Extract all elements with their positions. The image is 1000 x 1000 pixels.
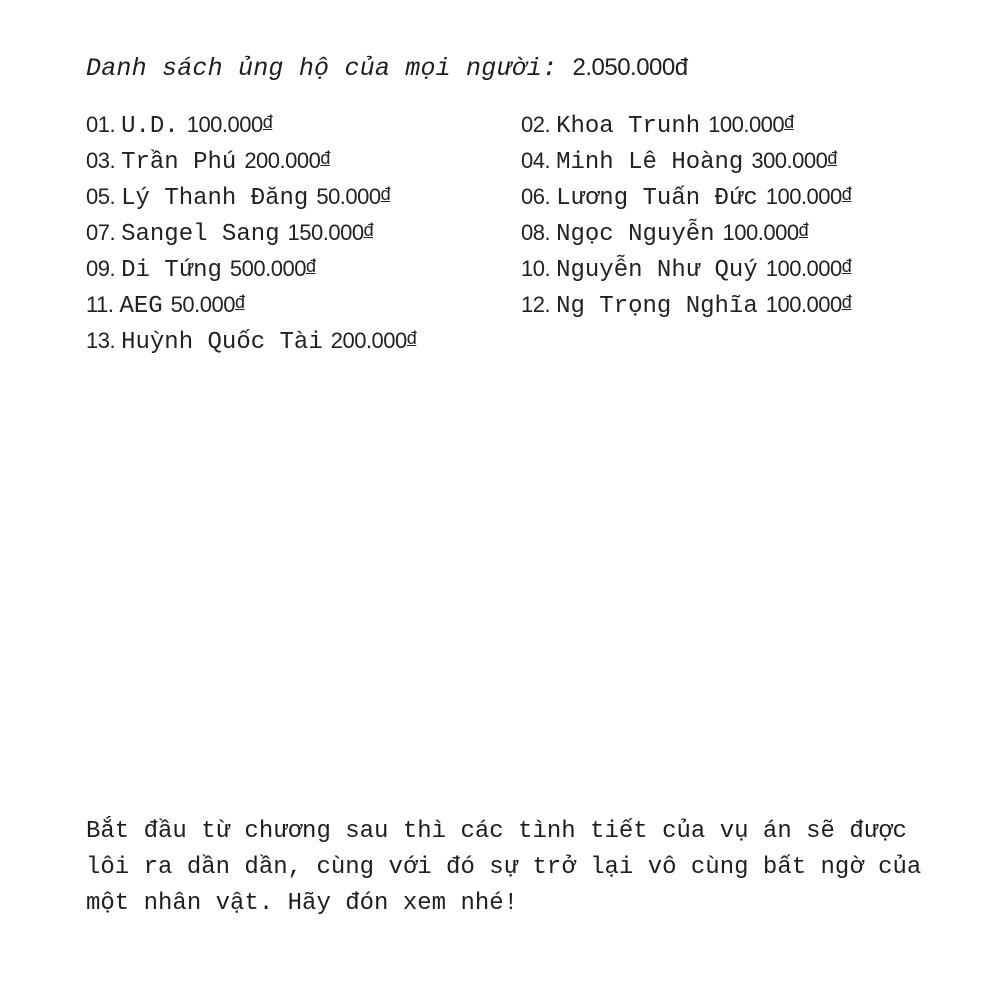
donor-row [86, 248, 416, 284]
amount-value: 500.000 [229, 256, 306, 281]
footer-line: một nhân vật. Hãy đón xem nhé! [86, 890, 519, 917]
donor-row [521, 284, 851, 320]
currency-symbol: đ [234, 292, 245, 312]
amount-value: 100.000 [186, 112, 263, 137]
donor-name: Nguyễn Như Quý [556, 257, 758, 284]
donor-amount [708, 112, 794, 137]
amount-value: 300.000 [751, 148, 828, 173]
amount-value: 100.000 [765, 184, 842, 209]
currency-symbol: đ [827, 148, 837, 168]
donor-amount [723, 220, 809, 245]
donor-number: 08. [521, 220, 551, 245]
donor-number: 10. [521, 256, 551, 281]
donor-row [521, 212, 851, 248]
amount-value: 100.000 [765, 256, 842, 281]
currency-symbol: đ [363, 220, 374, 240]
donor-number: 13. [86, 328, 116, 353]
footer-line: lôi ra dần dần, cùng với đó sự trở lại vô cùng bất ngờ của [86, 854, 922, 881]
donor-amount [766, 256, 852, 281]
donor-number: 06. [521, 184, 551, 209]
donor-amount [766, 184, 852, 209]
donor-name: Minh Lê Hoàng [556, 149, 744, 176]
donor-amount [230, 256, 316, 281]
donor-name: Lương Tuấn Đức [556, 185, 758, 212]
total-amount [572, 54, 687, 81]
donor-amount [316, 184, 390, 209]
donor-row [86, 104, 416, 140]
footer-line: Bắt đầu từ chương sau thì các tình tiết của vụ án sẽ được [86, 818, 907, 845]
currency-symbol: đ [798, 220, 809, 240]
donor-row [521, 248, 851, 284]
currency-symbol: đ [674, 54, 688, 81]
donor-amount [331, 328, 417, 353]
donor-amount [187, 112, 273, 137]
donor-amount [288, 220, 374, 245]
donor-name: Khoa Trunh [556, 113, 701, 140]
donor-row [86, 212, 416, 248]
donor-name: Huỳnh Quốc Tài [121, 329, 323, 356]
amount-value: 200.000 [330, 328, 407, 353]
donor-name: U.D. [121, 113, 179, 140]
donor-name: Di Tứng [121, 257, 222, 284]
donor-number: 04. [521, 148, 551, 173]
donor-name: Ngọc Nguyễn [556, 221, 715, 248]
amount-value: 200.000 [244, 148, 321, 173]
currency-symbol: đ [380, 184, 391, 204]
donor-row [86, 320, 416, 356]
donor-number: 09. [86, 256, 116, 281]
donor-name: AEG [119, 293, 163, 320]
amount-value: 50.000 [316, 184, 381, 209]
currency-symbol: đ [305, 256, 316, 276]
donor-row [86, 140, 416, 176]
footer-announcement [86, 814, 926, 922]
donor-number: 12. [521, 292, 551, 317]
donor-number: 05. [86, 184, 116, 209]
donor-row [86, 176, 416, 212]
currency-symbol: đ [784, 112, 794, 132]
donor-name: Trần Phú [121, 149, 237, 176]
currency-symbol: đ [841, 292, 852, 312]
donor-number: 03. [86, 148, 116, 173]
currency-symbol: đ [841, 256, 852, 276]
amount-value: 100.000 [708, 112, 785, 137]
donor-list-right [521, 104, 851, 320]
amount-value: 100.000 [722, 220, 799, 245]
donor-number: 01. [86, 112, 116, 137]
donor-number: 07. [86, 220, 116, 245]
amount-value: 150.000 [287, 220, 364, 245]
donor-list-left [86, 104, 416, 356]
currency-symbol: đ [406, 328, 417, 348]
donor-name: Ng Trọng Nghĩa [556, 293, 758, 320]
amount-value: 50.000 [170, 292, 235, 317]
donor-amount [766, 292, 852, 317]
donor-row [86, 284, 416, 320]
amount-value: 100.000 [765, 292, 842, 317]
currency-symbol: đ [841, 184, 852, 204]
donor-amount [751, 148, 837, 173]
donor-name: Lý Thanh Đăng [121, 185, 309, 212]
donor-row [521, 176, 851, 212]
donor-amount [244, 148, 330, 173]
total-value: 2.050.000 [572, 54, 675, 81]
title-text: Danh sách ủng hộ của mọi người: [86, 54, 558, 83]
donor-number: 11. [86, 292, 114, 317]
donor-row [521, 140, 851, 176]
donor-number: 02. [521, 112, 551, 137]
donor-amount [171, 292, 245, 317]
currency-symbol: đ [320, 148, 330, 168]
donation-list-title [86, 54, 688, 83]
donor-name: Sangel Sang [121, 221, 280, 248]
donor-row [521, 104, 851, 140]
currency-symbol: đ [262, 112, 273, 132]
